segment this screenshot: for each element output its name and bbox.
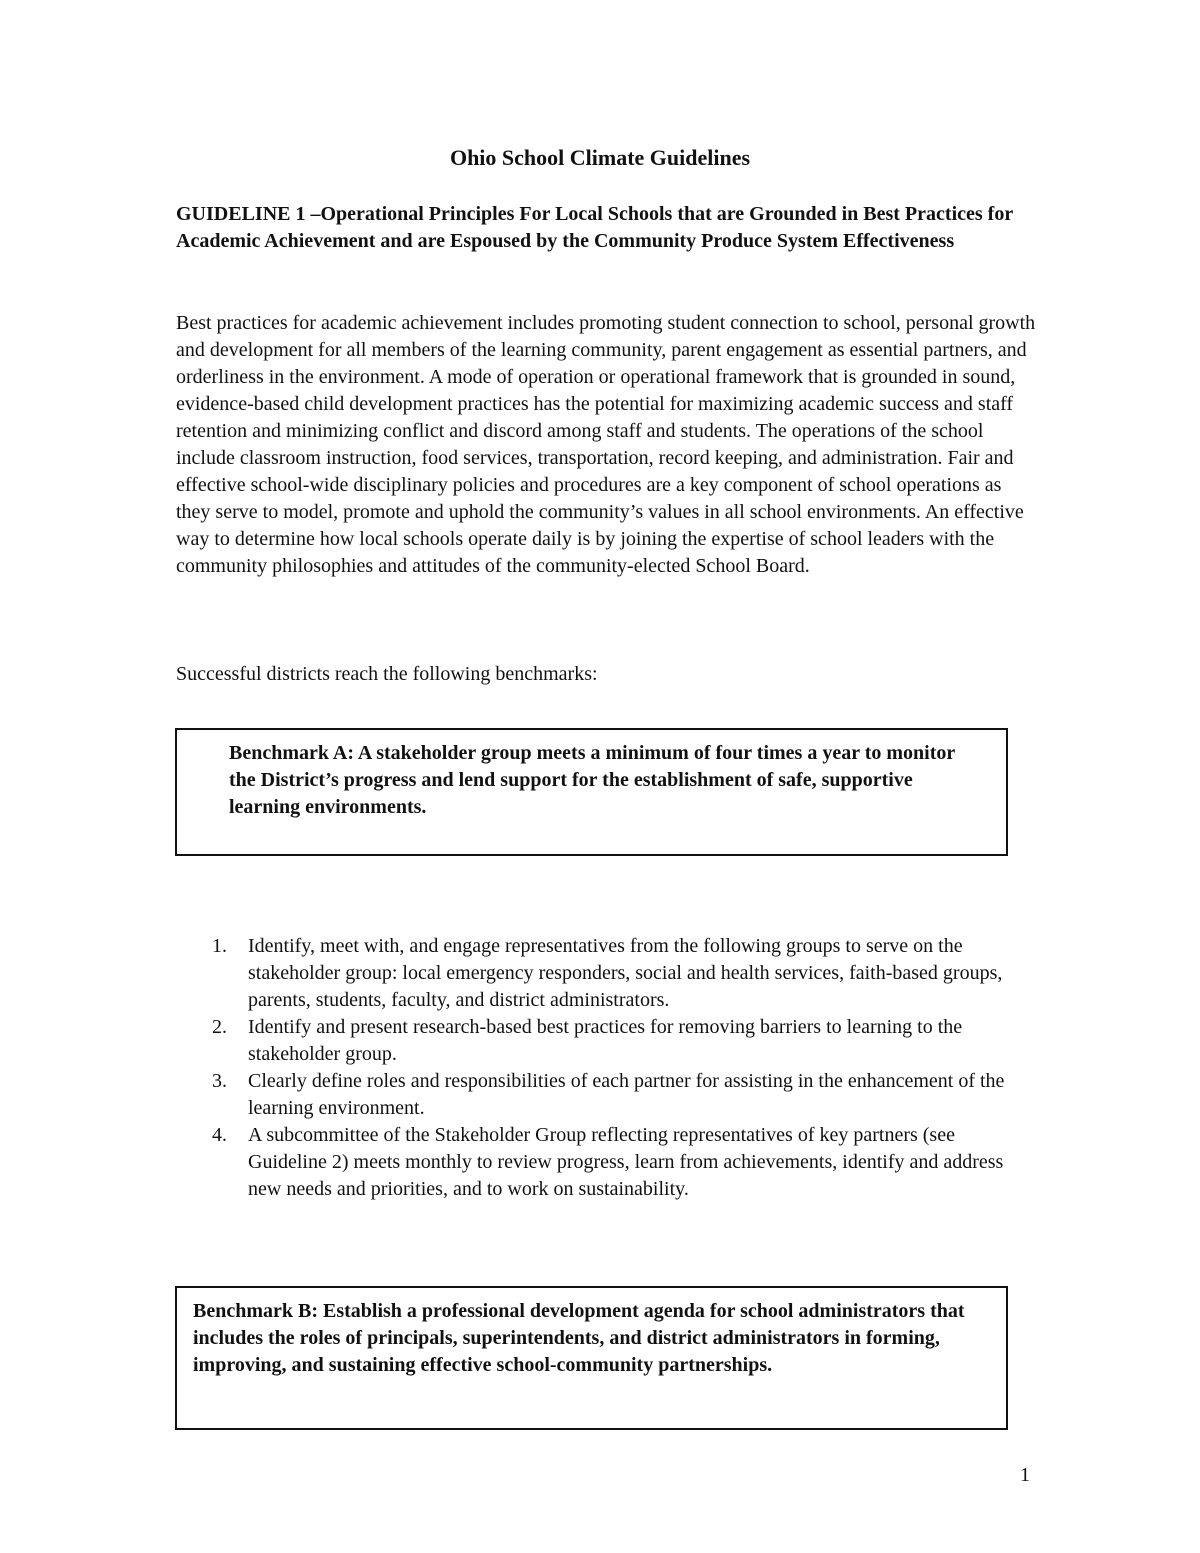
list-item: [176, 1122, 1036, 1203]
action-steps-list: [176, 933, 1036, 1203]
list-item: [176, 933, 1036, 1014]
benchmark-a-box: [175, 728, 1008, 856]
guideline-heading: GUIDELINE 1 –Operational Principles For Local Schools that are Grounded in Best Practices for Academic Achievement and are Espoused by the Community Produce System Effectiveness: [176, 203, 1013, 252]
list-item: [176, 1068, 1036, 1122]
list-item: [176, 1014, 1036, 1068]
list-item-number: 2.: [212, 1016, 227, 1038]
list-item-text: Identify, meet with, and engage representatives from the following groups to serve on the stakeholder group: local emergency responders, social and health services, faith-based groups, parents, students, faculty, and district administrators.: [248, 935, 1003, 1011]
list-item-number: 3.: [212, 1070, 227, 1092]
list-item-text: A subcommittee of the Stakeholder Group reflecting representatives of key partners (see Guideline 2) meets monthly to review progress, learn from achievements, identify and address new needs and priorities, and to work on sustainability.: [248, 1124, 1004, 1200]
document-title: Ohio School Climate Guidelines: [449, 145, 751, 170]
list-item-text: Identify and present research-based best practices for removing barriers to learning to the stakeholder group.: [248, 1016, 963, 1065]
body-paragraph: Best practices for academic achievement includes promoting student connection to school, personal growth and development for all members of the learning community, parent engagement as essential partners, and orderliness in the environment. A mode of operation or operational framework that is grounded in sound, evidence-based child development practices has the potential for maximizing academic success and staff retention and minimizing conflict and discord among staff and students. The operations of the school include classroom instruction, food services, transportation, record keeping, and administration. Fair and effective school-wide disciplinary policies and procedures are a key component of school operations as they serve to model, promote and uphold the community’s values in all school environments. An effective way to determine how local schools operate daily is by joining the expertise of school leaders with the community philosophies and attitudes of the community-elected School Board.: [176, 312, 1036, 577]
benchmark-b-box: [175, 1286, 1008, 1430]
list-item-text: Clearly define roles and responsibilities of each partner for assisting in the enhancement of the learning environment.: [248, 1070, 1005, 1119]
benchmark-a-text: Benchmark A: A stakeholder group meets a minimum of four times a year to monitor the District’s progress and lend support for the establishment of safe, supportive learning environments.: [229, 742, 955, 818]
benchmarks-lead-in: Successful districts reach the following benchmarks:: [176, 663, 598, 685]
page-number: 1: [1020, 1464, 1030, 1486]
list-item-number: 1.: [212, 935, 227, 957]
benchmark-b-text: Benchmark B: Establish a professional development agenda for school administrators that includes the roles of principals, superintendents, and district administrators in forming, improving, and sustaining effective school-community partnerships.: [193, 1300, 965, 1376]
list-item-number: 4.: [212, 1124, 227, 1146]
